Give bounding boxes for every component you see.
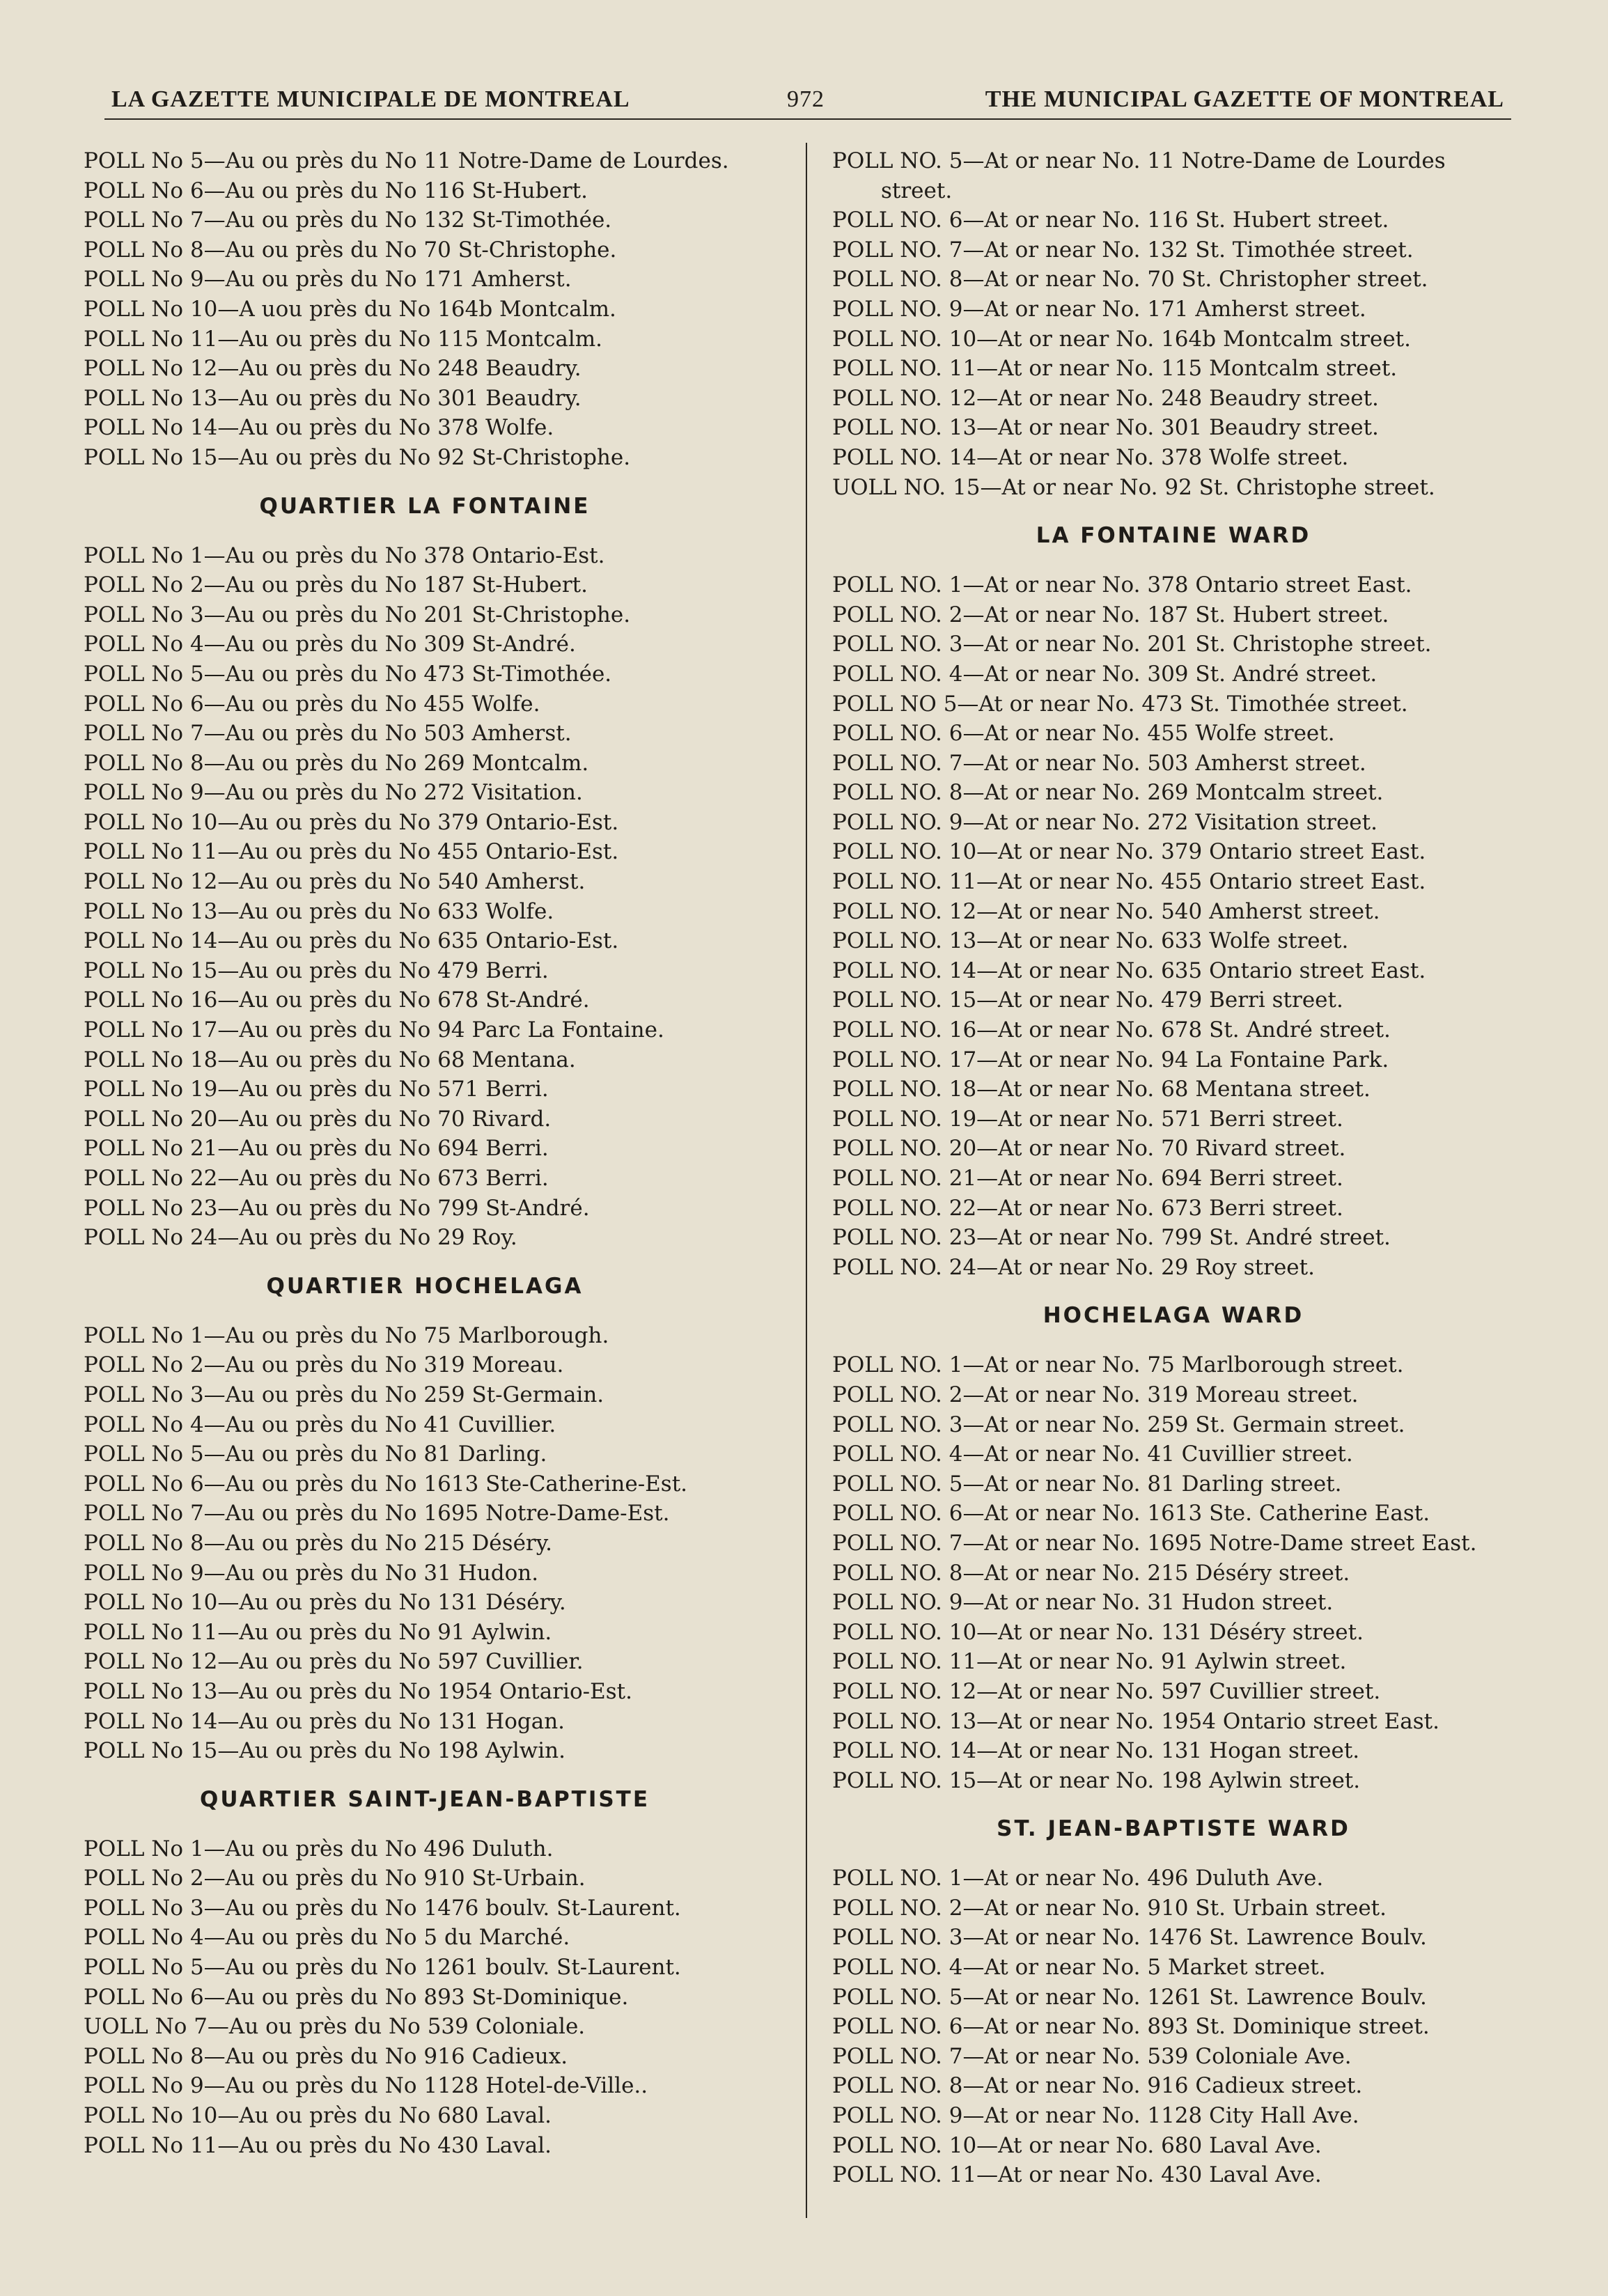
header-english-title: THE MUNICIPAL GAZETTE OF MONTREAL [985, 86, 1504, 112]
list-item: POLL No 11—Au ou près du No 115 Montcalm. [84, 326, 603, 352]
list-item: POLL NO. 14—At or near No. 131 Hogan street. [832, 1738, 1360, 1764]
list-item: POLL NO. 6—At or near No. 893 St. Dominique street. [832, 2014, 1430, 2040]
list-item: POLL NO. 8—At or near No. 215 Déséry street. [832, 1560, 1350, 1586]
list-item: POLL NO. 18—At or near No. 68 Mentana street. [832, 1077, 1371, 1102]
list-item: POLL No 1—Au ou près du No 378 Ontario-Est. [84, 542, 605, 568]
list-item: POLL No 23—Au ou près du No 799 St-André. [84, 1195, 590, 1221]
list-item: POLL No 14—Au ou près du No 131 Hogan. [84, 1708, 565, 1734]
list-item: POLL NO. 8—At or near No. 70 St. Christopher street. [832, 267, 1428, 292]
list-item: POLL No 17—Au ou près du No 94 Parc La Fontaine. [84, 1017, 664, 1043]
list-item: POLL NO. 20—At or near No. 70 Rivard street. [832, 1136, 1346, 1162]
list-item: POLL No 9—Au ou près du No 31 Hudon. [84, 1560, 539, 1586]
list-item: POLL NO. 15—At or near No. 198 Aylwin street. [832, 1767, 1361, 1793]
list-item: POLL NO. 6—At or near No. 455 Wolfe street. [832, 721, 1335, 747]
list-item: POLL NO. 4—At or near No. 41 Cuvillier street. [832, 1442, 1353, 1467]
list-item: POLL No 21—Au ou près du No 694 Berri. [84, 1136, 549, 1162]
list-item: POLL No 4—Au ou près du No 5 du Marché. [84, 1925, 570, 1951]
list-item: POLL NO. 8—At or near No. 916 Cadieux street. [832, 2073, 1363, 2099]
french-section-title: QUARTIER SAINT-JEAN-BAPTISTE [200, 1786, 650, 1812]
list-item: POLL NO. 4—At or near No. 309 St. André street. [832, 661, 1377, 687]
list-item: POLL No 10—Au ou près du No 680 Laval. [84, 2103, 552, 2129]
list-item: POLL No 8—Au ou près du No 215 Déséry. [84, 1530, 552, 1556]
list-item: POLL NO. 5—At or near No. 81 Darling street. [832, 1471, 1342, 1497]
list-item: POLL No 22—Au ou près du No 673 Berri. [84, 1166, 549, 1191]
list-item: POLL NO. 13—At or near No. 301 Beaudry street. [832, 415, 1379, 441]
list-item: POLL No 13—Au ou près du No 633 Wolfe. [84, 898, 554, 924]
list-item: POLL NO. 23—At or near No. 799 St. André street. [832, 1225, 1391, 1251]
entry-continuation: street. [881, 178, 953, 203]
list-item: POLL NO. 9—At or near No. 31 Hudon street. [832, 1590, 1334, 1616]
list-item: POLL No 5—Au ou près du No 473 St-Timothée. [84, 661, 612, 687]
list-item: POLL NO. 9—At or near No. 171 Amherst street. [832, 296, 1366, 322]
list-item: POLL NO. 7—At or near No. 132 St. Timothée street. [832, 237, 1414, 263]
list-item [818, 146, 1529, 205]
list-item: POLL No 2—Au ou près du No 319 Moreau. [84, 1352, 564, 1378]
list-item: POLL No 6—Au ou près du No 455 Wolfe. [84, 691, 540, 717]
list-item: POLL NO 5—At or near No. 473 St. Timothée street. [832, 691, 1408, 717]
english-section-title: HOCHELAGA WARD [1043, 1303, 1304, 1329]
list-item: POLL No 5—Au ou près du No 11 Notre-Dame de Lourdes. [84, 148, 729, 173]
header-french-title: LA GAZETTE MUNICIPALE DE MONTREAL [111, 86, 630, 112]
english-hochelaga-list [818, 1350, 1529, 1795]
english-la-fontaine-list [818, 570, 1529, 1282]
list-item: POLL No 6—Au ou près du No 1613 Ste-Catherine-Est. [84, 1471, 688, 1497]
english-st-jean-baptiste-list [818, 1864, 1529, 2190]
list-item: POLL No 14—Au ou près du No 378 Wolfe. [84, 415, 554, 441]
list-item: POLL NO. 10—At or near No. 131 Déséry street. [832, 1619, 1364, 1645]
list-item: POLL No 20—Au ou près du No 70 Rivard. [84, 1106, 552, 1132]
list-item: POLL No 18—Au ou près du No 68 Mentana. [84, 1047, 576, 1072]
list-item: POLL NO. 17—At or near No. 94 La Fontaine Park. [832, 1047, 1389, 1072]
list-item: POLL No 12—Au ou près du No 597 Cuvillier. [84, 1649, 584, 1675]
list-item: POLL NO. 14—At or near No. 378 Wolfe street. [832, 444, 1349, 470]
french-hochelaga-list [70, 1321, 780, 1766]
english-continued-list [818, 205, 1529, 502]
list-item: POLL NO. 10—At or near No. 379 Ontario street East. [832, 839, 1426, 865]
list-item: POLL NO. 2—At or near No. 319 Moreau street. [832, 1382, 1359, 1407]
list-item: POLL No 6—Au ou près du No 893 St-Dominique. [84, 1984, 629, 2010]
column-divider [806, 143, 807, 2218]
list-item: POLL NO. 2—At or near No. 187 St. Hubert street. [832, 602, 1389, 627]
list-item: POLL NO. 12—At or near No. 248 Beaudry street. [832, 385, 1379, 411]
list-item: POLL No 15—Au ou près du No 198 Aylwin. [84, 1738, 566, 1764]
english-column [818, 146, 1529, 2190]
list-item: UOLL NO. 15—At or near No. 92 St. Christophe street. [832, 474, 1435, 500]
list-item: POLL No 9—Au ou près du No 1128 Hotel-de-Ville.. [84, 2073, 648, 2099]
list-item: POLL NO. 8—At or near No. 269 Montcalm street. [832, 780, 1384, 806]
list-item: POLL NO. 14—At or near No. 635 Ontario street East. [832, 958, 1426, 983]
list-item: POLL No 1—Au ou près du No 496 Duluth. [84, 1836, 554, 1861]
entry-text: POLL NO. 5—At or near No. 11 Notre-Dame de Lourdes [832, 148, 1446, 173]
list-item: POLL NO. 1—At or near No. 496 Duluth Ave. [832, 1866, 1324, 1891]
list-item: POLL No 10—A uou près du No 164b Montcalm. [84, 296, 616, 322]
list-item: POLL NO. 12—At or near No. 540 Amherst street. [832, 898, 1380, 924]
list-item: POLL No 3—Au ou près du No 1476 boulv. St-Laurent. [84, 1895, 681, 1921]
french-column [70, 146, 780, 2160]
list-item: POLL No 12—Au ou près du No 540 Amherst. [84, 869, 586, 895]
english-section-title: ST. JEAN-BAPTISTE WARD [997, 1816, 1350, 1842]
list-item: POLL No 10—Au ou près du No 379 Ontario-Est. [84, 809, 619, 835]
list-item: POLL No 4—Au ou près du No 309 St-André. [84, 632, 576, 657]
list-item: POLL No 3—Au ou près du No 201 St-Christophe. [84, 602, 631, 627]
list-item: POLL No 7—Au ou près du No 132 St-Timothée. [84, 208, 612, 233]
list-item: POLL No 9—Au ou près du No 171 Amherst. [84, 267, 572, 292]
list-item: POLL No 8—Au ou près du No 70 St-Christophe. [84, 237, 617, 263]
list-item: POLL No 6—Au ou près du No 116 St-Hubert. [84, 178, 588, 203]
list-item: POLL No 13—Au ou près du No 301 Beaudry. [84, 385, 581, 411]
list-item: POLL NO. 21—At or near No. 694 Berri street. [832, 1166, 1343, 1191]
page-number: 972 [787, 86, 825, 112]
header-rule [104, 118, 1511, 120]
list-item: POLL NO. 4—At or near No. 5 Market street. [832, 1955, 1326, 1981]
list-item: POLL NO. 9—At or near No. 272 Visitation street. [832, 809, 1377, 835]
list-item: POLL No 8—Au ou près du No 269 Montcalm. [84, 750, 589, 776]
list-item: POLL No 2—Au ou près du No 910 St-Urbain. [84, 1866, 586, 1891]
list-item: POLL No 12—Au ou près du No 248 Beaudry. [84, 356, 581, 382]
page-header [104, 82, 1511, 124]
list-item: POLL No 5—Au ou près du No 81 Darling. [84, 1442, 547, 1467]
list-item: POLL NO. 11—At or near No. 115 Montcalm street. [832, 356, 1398, 382]
list-item: POLL NO. 7—At or near No. 539 Coloniale Ave. [832, 2043, 1352, 2069]
list-item: POLL No 10—Au ou près du No 131 Déséry. [84, 1590, 566, 1616]
list-item: POLL No 7—Au ou près du No 1695 Notre-Dame-Est. [84, 1501, 670, 1526]
list-item: POLL NO. 6—At or near No. 116 St. Hubert street. [832, 208, 1389, 233]
list-item: POLL No 16—Au ou près du No 678 St-André. [84, 987, 590, 1013]
list-item: POLL NO. 10—At or near No. 164b Montcalm street. [832, 326, 1411, 352]
list-item: POLL No 13—Au ou près du No 1954 Ontario-Est. [84, 1678, 632, 1704]
list-item: POLL No 11—Au ou près du No 91 Aylwin. [84, 1619, 552, 1645]
list-item: POLL NO. 13—At or near No. 633 Wolfe street. [832, 928, 1349, 954]
french-section-title: QUARTIER HOCHELAGA [266, 1273, 584, 1299]
french-la-fontaine-list [70, 541, 780, 1253]
list-item: POLL NO. 12—At or near No. 597 Cuvillier street. [832, 1678, 1381, 1704]
list-item: POLL NO. 7—At or near No. 1695 Notre-Dame street East. [832, 1530, 1477, 1556]
list-item: POLL No 9—Au ou près du No 272 Visitation. [84, 780, 583, 806]
list-item: POLL NO. 9—At or near No. 1128 City Hall Ave. [832, 2103, 1359, 2129]
list-item: POLL No 14—Au ou près du No 635 Ontario-Est. [84, 928, 619, 954]
french-continued-list [70, 146, 780, 473]
list-item: POLL No 19—Au ou près du No 571 Berri. [84, 1077, 549, 1102]
list-item: POLL No 15—Au ou près du No 92 St-Christophe. [84, 444, 631, 470]
list-item: POLL NO. 22—At or near No. 673 Berri street. [832, 1195, 1343, 1221]
list-item: POLL NO. 3—At or near No. 259 St. Germain street. [832, 1412, 1405, 1437]
list-item: POLL No 5—Au ou près du No 1261 boulv. St-Laurent. [84, 1955, 681, 1981]
list-item: POLL NO. 16—At or near No. 678 St. André street. [832, 1017, 1391, 1043]
list-item: POLL NO. 13—At or near No. 1954 Ontario street East. [832, 1708, 1439, 1734]
list-item: POLL No 24—Au ou près du No 29 Roy. [84, 1225, 517, 1251]
list-item: POLL NO. 3—At or near No. 1476 St. Lawrence Boulv. [832, 1925, 1427, 1951]
list-item: POLL No 1—Au ou près du No 75 Marlborough. [84, 1322, 609, 1348]
list-item: POLL No 8—Au ou près du No 916 Cadieux. [84, 2043, 568, 2069]
list-item: POLL NO. 10—At or near No. 680 Laval Ave. [832, 2132, 1322, 2158]
list-item: POLL NO. 19—At or near No. 571 Berri street. [832, 1106, 1343, 1132]
list-item: POLL NO. 11—At or near No. 430 Laval Ave. [832, 2162, 1322, 2188]
list-item: POLL No 11—Au ou près du No 430 Laval. [84, 2132, 552, 2158]
list-item: POLL NO. 1—At or near No. 378 Ontario street East. [832, 572, 1412, 598]
list-item: POLL NO. 1—At or near No. 75 Marlborough street. [832, 1352, 1404, 1378]
list-item: POLL No 15—Au ou près du No 479 Berri. [84, 958, 549, 983]
french-saint-jean-baptiste-list [70, 1834, 780, 2161]
list-item: POLL NO. 2—At or near No. 910 St. Urbain street. [832, 1895, 1387, 1921]
list-item: POLL No 11—Au ou près du No 455 Ontario-Est. [84, 839, 619, 865]
list-item: POLL NO. 11—At or near No. 91 Aylwin street. [832, 1649, 1347, 1675]
list-item: POLL NO. 5—At or near No. 1261 St. Lawrence Boulv. [832, 1984, 1427, 2010]
list-item: POLL NO. 6—At or near No. 1613 Ste. Catherine East. [832, 1501, 1430, 1526]
list-item: POLL No 3—Au ou près du No 259 St-Germain. [84, 1382, 604, 1407]
list-item: POLL NO. 7—At or near No. 503 Amherst street. [832, 750, 1366, 776]
list-item: POLL No 2—Au ou près du No 187 St-Hubert. [84, 572, 588, 598]
list-item: POLL NO. 3—At or near No. 201 St. Christophe street. [832, 632, 1432, 657]
english-section-title: LA FONTAINE WARD [1036, 523, 1311, 549]
list-item: POLL No 4—Au ou près du No 41 Cuvillier. [84, 1412, 556, 1437]
list-item: POLL NO. 24—At or near No. 29 Roy street. [832, 1254, 1315, 1280]
list-item: POLL NO. 11—At or near No. 455 Ontario street East. [832, 869, 1426, 895]
french-section-title: QUARTIER LA FONTAINE [259, 493, 591, 519]
list-item: UOLL No 7—Au ou près du No 539 Coloniale. [84, 2014, 586, 2040]
list-item: POLL No 7—Au ou près du No 503 Amherst. [84, 721, 572, 747]
list-item: POLL NO. 15—At or near No. 479 Berri street. [832, 987, 1343, 1013]
